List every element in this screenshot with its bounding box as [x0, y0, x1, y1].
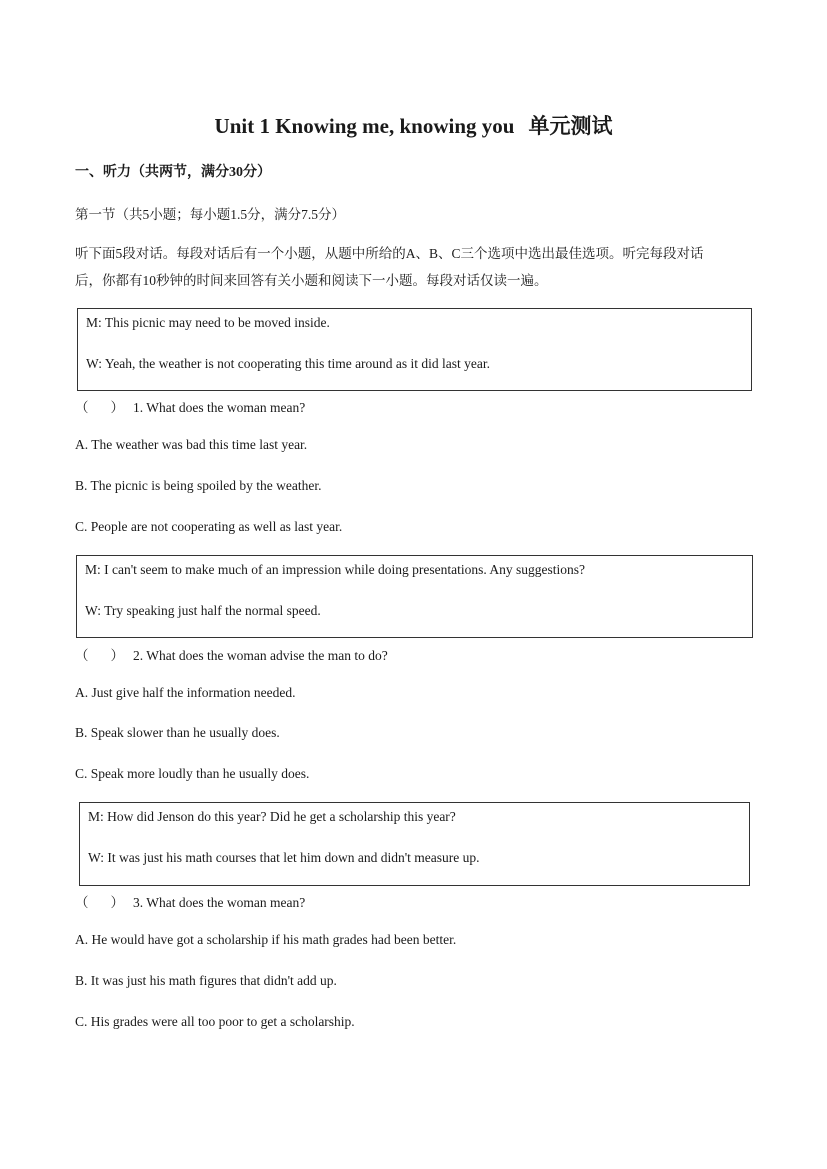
- option: C. His grades were all too poor to get a scholarship.: [75, 1014, 355, 1029]
- dialog-line: M: How did Jenson do this year? Did he get a scholarship this year?: [88, 809, 456, 824]
- answer-blank[interactable]: （ ）: [75, 895, 124, 910]
- dialog-box: [77, 308, 752, 391]
- dialog-box: [79, 802, 750, 886]
- dialog-box: [76, 555, 753, 638]
- instructions-line: 后，你都有10秒钟的时间来回答有关小题和阅读下一小题。每段对话仅读一遍。: [75, 273, 548, 288]
- title-chinese: 单元测试: [528, 114, 613, 138]
- answer-blank[interactable]: （ ）: [75, 648, 124, 663]
- page-title: [0, 110, 827, 140]
- option: B. It was just his math figures that didn't add up.: [75, 973, 337, 988]
- dialog-line: W: Try speaking just half the normal speed.: [85, 603, 321, 618]
- dialog-line: W: It was just his math courses that let him down and didn't measure up.: [88, 850, 480, 865]
- option: A. Just give half the information needed.: [75, 685, 296, 700]
- dialog-line: W: Yeah, the weather is not cooperating this time around as it did last year.: [86, 356, 491, 371]
- option: B. Speak slower than he usually does.: [75, 725, 280, 740]
- instructions-line: 听下面5段对话。每段对话后有一个小题，从题中所给的A、B、C三个选项中选出最佳选项。听完每段对话: [75, 246, 704, 261]
- instructions: [75, 240, 755, 294]
- option: B. The picnic is being spoiled by the weather.: [75, 478, 322, 493]
- question-stem: （ ） 2. What does the woman advise the man to do?: [75, 644, 388, 664]
- option: C. People are not cooperating as well as last year.: [75, 519, 343, 534]
- answer-blank[interactable]: （ ）: [75, 400, 124, 415]
- question-stem: （ ） 1. What does the woman mean?: [75, 396, 305, 416]
- part-heading: 第一节（共5小题；每小题1.5分，满分7.5分）: [75, 207, 345, 222]
- dialog-line: M: This picnic may need to be moved inside.: [86, 315, 330, 330]
- option: C. Speak more loudly than he usually does.: [75, 766, 310, 781]
- option: A. He would have got a scholarship if his math grades had been better.: [75, 932, 457, 947]
- title-english: Unit 1 Knowing me, knowing you: [214, 114, 515, 138]
- dialog-line: M: I can't seem to make much of an impression while doing presentations. Any suggestions?: [85, 562, 585, 577]
- option: A. The weather was bad this time last year.: [75, 437, 308, 452]
- question-stem: （ ） 3. What does the woman mean?: [75, 891, 305, 911]
- section-heading: 一、听力（共两节，满分30分）: [75, 165, 271, 180]
